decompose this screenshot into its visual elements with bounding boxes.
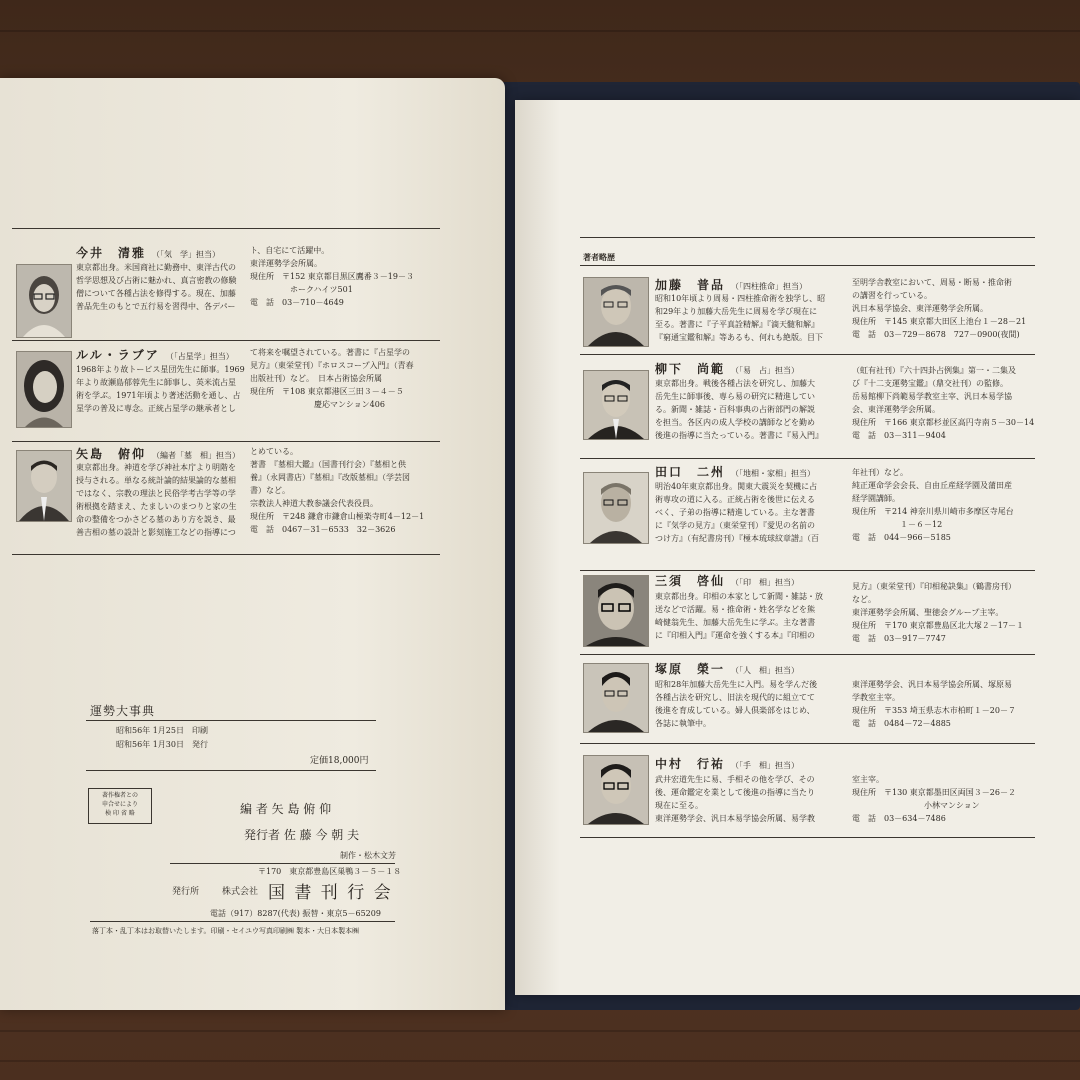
author-details: とめている。 著書 『墓相大鑑』（国書刊行会）『墓相と供 養』（永岡書店）『墓相』『改版墓相』（学芸図 書）など。 宗教法人神道大教参議会代表役員。 現住所 〒248 鎌倉市鎌倉山極楽寺町4－12－1 電 話 0467－31－6533 32－3626 (250, 447, 425, 534)
portrait-photo (16, 264, 72, 338)
editor: 編 者 矢 島 俯 仰 (240, 802, 332, 816)
author-bio: 明治40年東京都出身。関東大震災を契機に占 術専攻の道に入る。正統占術を後世に伝える べく、子弟の指導に精進している。主な著書 に『気学の見方』（東栄堂刊）『愛児の名前の つけ方』（有紀書房刊）『極本琉球紋章譜』（百 (655, 482, 819, 543)
author-details: ト、自宅にて活躍中。 東洋運勢学会所属。 現住所 〒152 東京都目黒区鷹番３－19－３ ホークハイツ501 電 話 03－710－4649 (250, 246, 414, 307)
author-role: （「易 占」担当） (731, 366, 800, 375)
left-page (0, 78, 505, 1010)
author-name: 中村 行祐 (655, 757, 726, 771)
publisher-phone: 電話（917）8287(代表) 振替・東京5－65209 (210, 909, 381, 918)
publisher-name: 国 書 刊 行 会 (268, 883, 393, 903)
publisher-company-type: 株式会社 (222, 887, 259, 897)
author-name: 柳下 尚範 (655, 362, 726, 376)
author-bio: 東京都出身。神道を学び神社本庁より明階を 授与される。単なる統計論的結果論的な墓相 ではなく、宗教の理法と民俗学考古学等の学 術根拠を踏まえ、たましいのまつりと家の生 命の整備をつかさどる墓のあり方を説き、最 善吉相の墓の設計と影刻施工などの指導につ (76, 463, 237, 537)
author-name: 加藤 普品 (655, 278, 726, 292)
author-role: （「手 相」担当） (731, 761, 800, 770)
production-credit: 制作・松木文芳 (340, 851, 396, 860)
author-role: （「占星学」担当） (165, 352, 234, 361)
price: 定価18,000円 (310, 756, 369, 766)
publisher-label: 発行所 (172, 887, 200, 897)
author-name: 矢島 俯仰 (76, 447, 147, 461)
portrait-photo (16, 450, 72, 522)
author-name: 三須 啓仙 (655, 574, 726, 588)
section-heading: 著者略歴 (583, 252, 615, 262)
right-page (515, 100, 1080, 995)
author-role: （「印 相」担当） (731, 578, 800, 587)
author-name: 塚原 榮一 (655, 662, 726, 676)
seal-notice: 著作権者との 申合せにより 検 印 省 略 (88, 788, 152, 824)
production-notice: 落丁本・乱丁本はお取替いたします。印刷・セイユウ写真印刷㈱ 製本・大日本製本㈱ (92, 927, 360, 935)
author-role: （「気 学」担当） (152, 250, 221, 259)
portrait-photo (16, 351, 72, 428)
author-details: 年社刊）など。 純正運命学会会長、自由丘産経学園及蒲田産 経学園講師。 現住所 〒214 神奈川県川崎市多摩区寺尾台 １－６－12 電 話 044－966－5185 (852, 468, 1014, 542)
author-details: て将来を嘱望されている。著書に『占星学の 見方』（東栄堂刊）『ホロスコープ入門』（青春 出版社刊）など。 日本占術協会所属 現住所 〒108 東京都港区三田３－４－５ 慶応マンション406 (250, 348, 414, 409)
author-details: 見方』（東栄堂刊）『印相秘訣集』（鶴書房刊） など。 東洋運勢学会所属、聖徳会グループ主宰。 現住所 〒170 東京都豊島区北大塚２－17－１ 電 話 03－917－7747 (852, 582, 1024, 643)
portrait-photo (583, 472, 649, 544)
portrait-photo (583, 663, 649, 733)
portrait-photo (583, 575, 649, 647)
author-details: 至明学舎教室において、周易・断易・推命術 の講習を行っている。 汎日本易学協会、東洋運勢学会所属。 現住所 〒145 東京都大田区上池台１－28－21 電 話 03－729－8678 727－0900(夜間) (852, 278, 1027, 339)
portrait-photo (583, 277, 649, 347)
publish-date: 昭和56年 1月30日 発行 (116, 740, 208, 749)
author-details: 室主宰。 現住所 〒130 東京都墨田区両国３－26－２ 小林マンション 電 話 03－634－7486 (852, 775, 1016, 823)
author-role: （「地相・家相」担当） (731, 469, 816, 478)
author-bio: 東京都出身。米国商社に勤務中、東洋古代の 哲学思想及び占術に魅かれ、真言密教の修験 僧について各種占法を修得する。現在、加藤 普品先生のもとで五行易を習得中、各デパー (76, 263, 237, 311)
portrait-photo (583, 370, 649, 440)
publisher-person: 発行者 佐 藤 今 朝 夫 (244, 828, 360, 842)
book-title: 運勢大事典 (90, 704, 156, 718)
author-bio: 昭和28年加藤大岳先生に入門。易を学んだ後 各種占法を研究し、旧法を現代的に組立てて 後進を育成している。婦人倶楽部をはじめ、 各誌に執筆中。 (655, 680, 818, 728)
author-bio: 東京都出身。印相の本家として新聞・雑誌・放 送などで活躍。易・推命術・姓名学などを熊 崎健翁先生、加藤大岳先生に学ぶ。主な著書 に『印相入門』『運命を強くする本』『印相の (655, 592, 823, 640)
publisher-address: 〒170 東京都豊島区巣鴨３－５－１８ (258, 867, 402, 876)
author-role: （編者「墓 相」担当） (152, 451, 241, 460)
author-bio: 昭和10年頃より周易・四柱推命術を独学し、昭 和29年より加藤大岳先生に周易を学び現在に 至る。著書に『子平真詮精解』『滴天髄和解』 『窮通宝鑑和解』等あるも、何れも絶版。目下 (655, 294, 826, 342)
author-details: 東洋運勢学会、汎日本易学協会所属、塚原易 学教室主宰。 現住所 〒353 埼玉県志木市柏町１－20－７ 電 話 0484－72－4885 (852, 680, 1016, 728)
author-details: （虹有社刊）『六十四卦占例集』第一・二集及 び『十二支運勢宝鑑』（鼎交社刊）の監修。 岳易館柳下尚範易学教室主宰、汎日本易学協 会、東洋運勢学会所属。 現住所 〒166 東京都杉並区高円寺南５－30－14 電 話 03－311－9404 (852, 366, 1035, 440)
author-role: （「人 相」担当） (731, 666, 800, 675)
author-name: 今井 清雅 (76, 246, 147, 260)
author-name: ルル・ラブア (76, 348, 160, 362)
author-bio: 1968年より故トービス星団先生に師事。1969 年より故瀬島郁蓉先生に師事し、英米流占星 術を学ぶ。1971年頃より著述活動を通し、占 星学の普及に専念。正統占星学の継承者とし (76, 365, 245, 413)
author-name: 田口 二州 (655, 465, 726, 479)
portrait-photo (583, 755, 649, 825)
author-bio: 東京都出身。戦後各種占法を研究し、加藤大 岳先生に師事後、専ら易の研究に精進してい る。新聞・雑誌・百科事典の占術部門の解説 を担当。各区内の成人学校の講師などを勤め 後進の指導に当たっている。著書に『易入門』 (655, 379, 823, 440)
print-date: 昭和56年 1月25日 印刷 (116, 726, 208, 735)
author-role: （「四柱推命」担当） (731, 282, 808, 291)
author-bio: 武井宏道先生に易、手相その他を学び、その 後、運命鑑定を業として後進の指導に当たり 現在に至る。 東洋運勢学会、汎日本易学協会所属、易学教 (655, 775, 815, 823)
